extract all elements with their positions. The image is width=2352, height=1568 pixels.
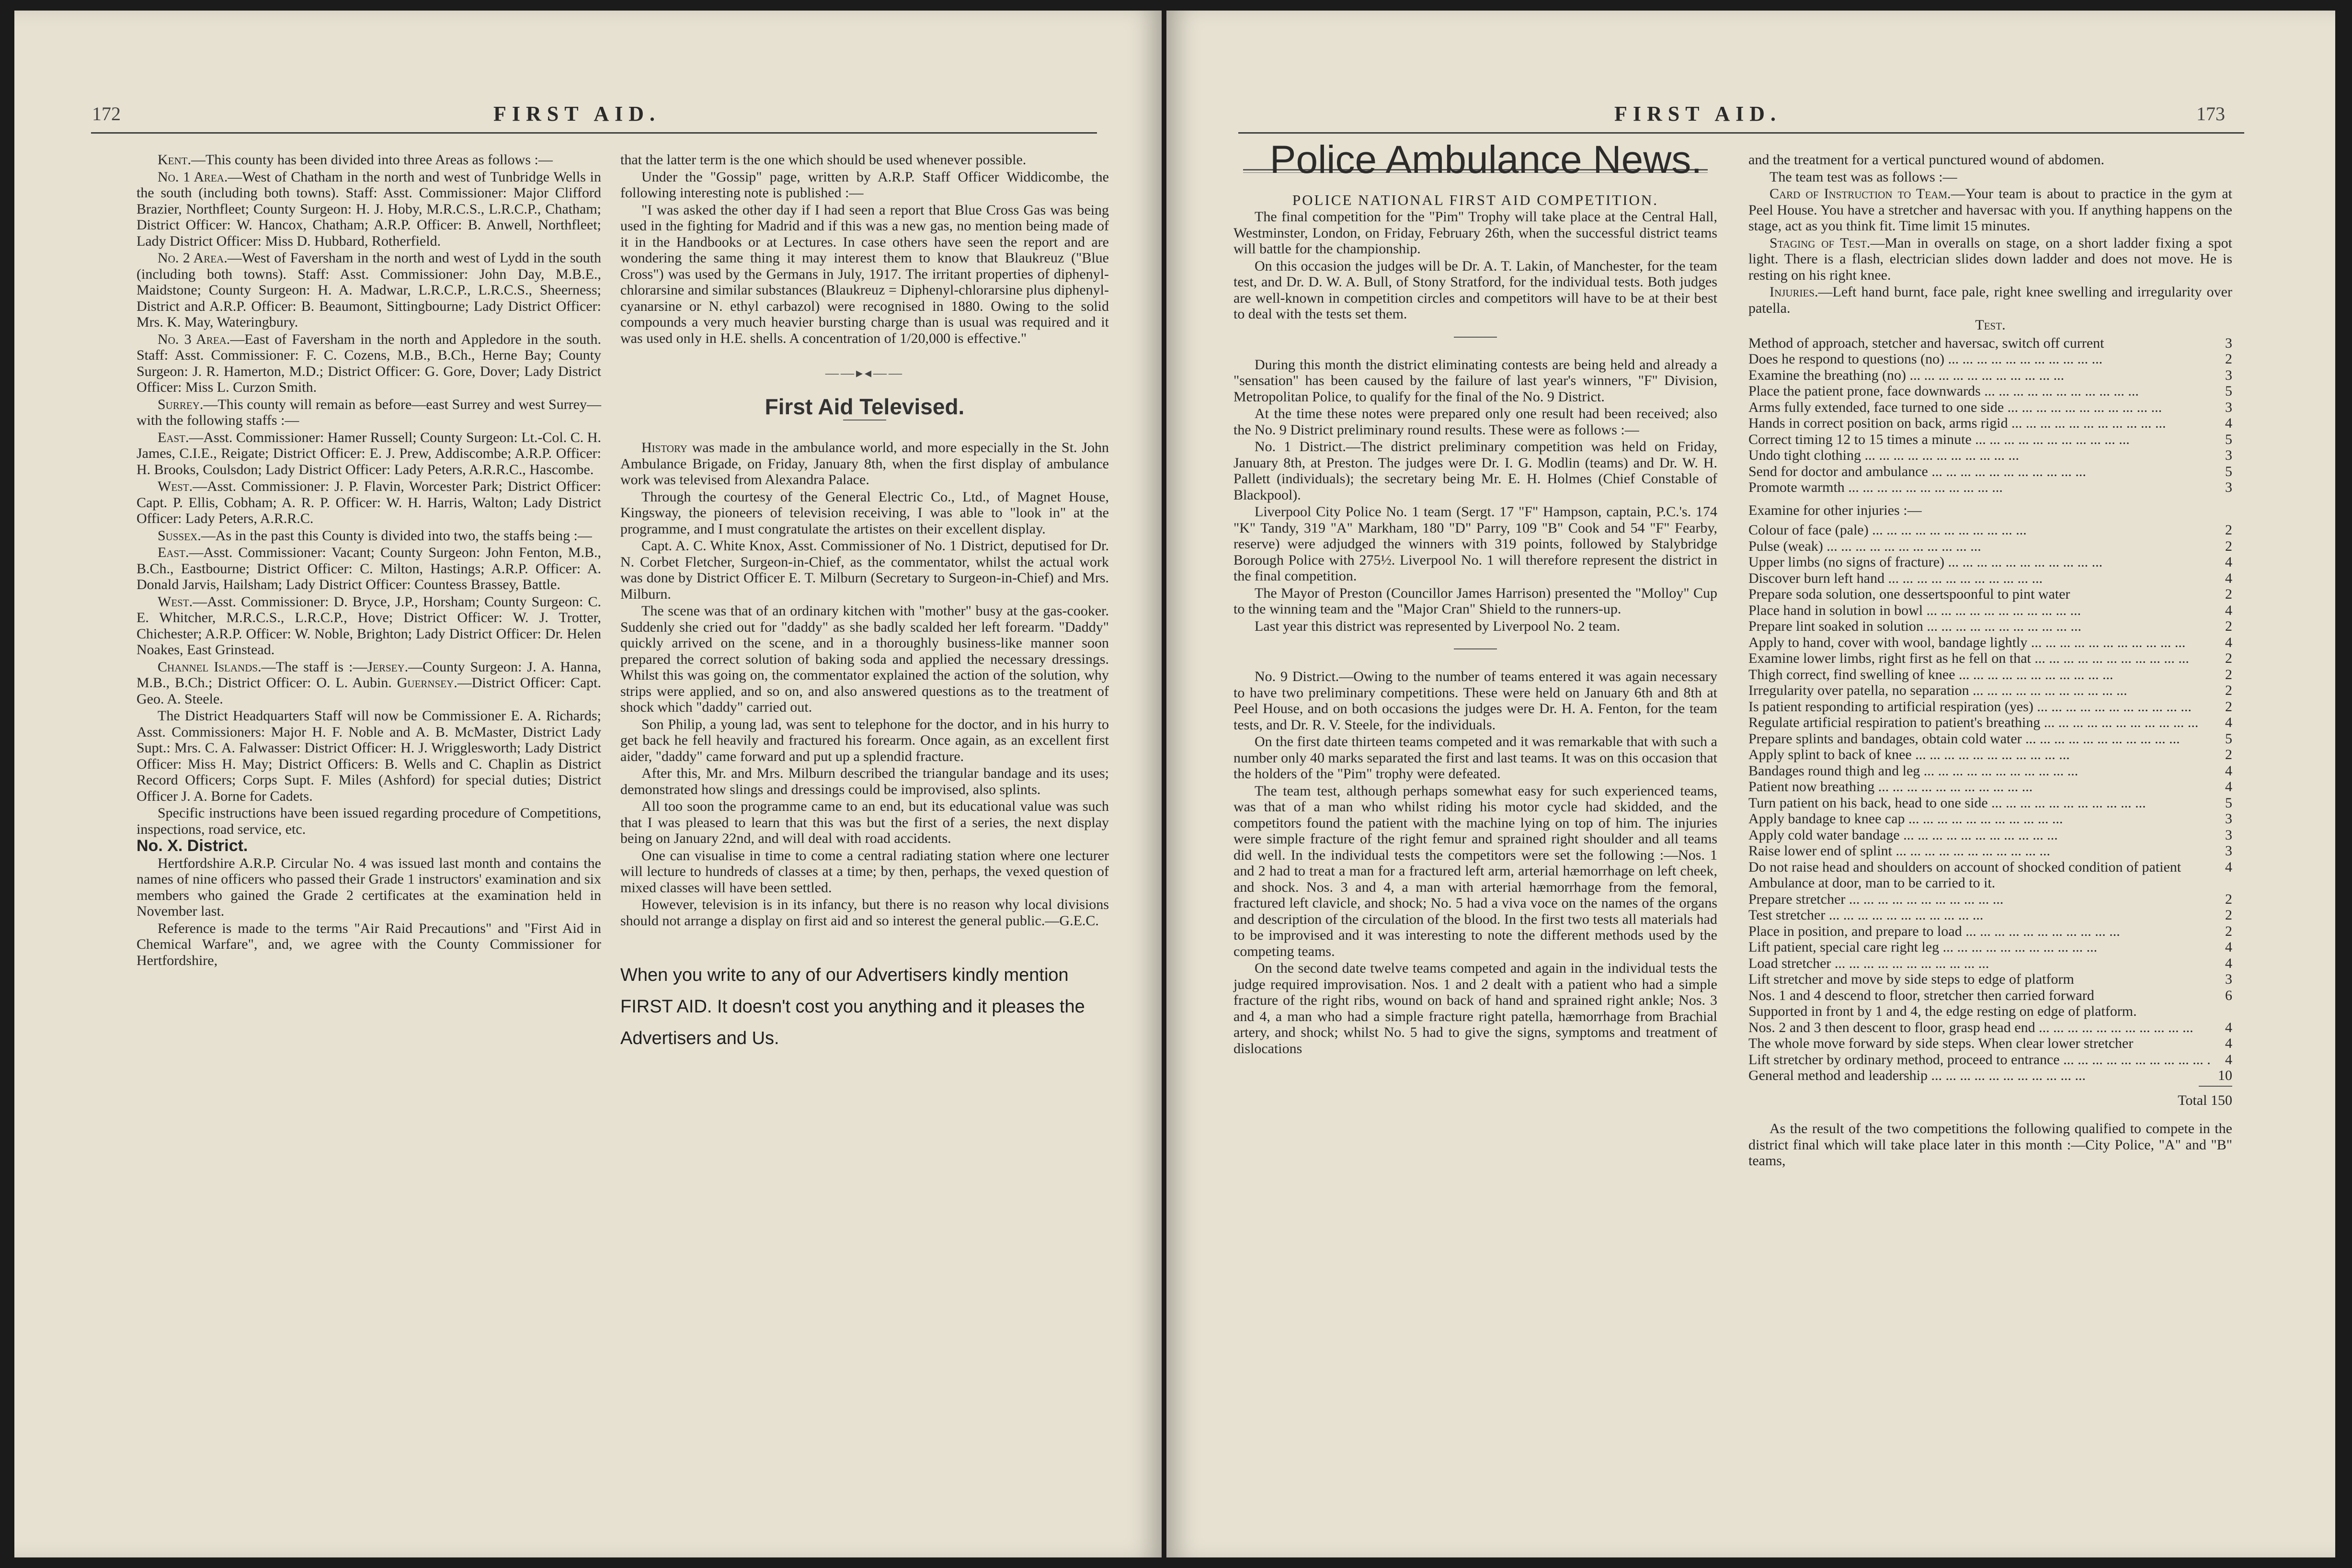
after-paragraph: After this, Mr. and Mrs. Milburn described the triangular bandage and its uses; demonstrated how slings and dressings could be improvised, also splints. — [620, 765, 1109, 797]
test-item — [1748, 1035, 2232, 1052]
test-item-points: 2 — [2225, 351, 2232, 367]
test-item-label: Upper limbs (no signs of fracture) ... — [1748, 554, 2211, 570]
test-item — [1748, 715, 2232, 731]
test-item — [1748, 682, 2232, 699]
test-item-label: Supported in front by 1 and 4, the edge resting on edge of platform. — [1748, 1003, 2137, 1019]
onecan-paragraph: One can visualise in time to come a central radiating station where one lecturer will lecture to hundreds of classes at a time; by then, perhaps, the vexed question of mixed classes will have been settled. — [620, 847, 1109, 896]
test-item — [1748, 795, 2232, 811]
liverpool-paragraph: Liverpool City Police No. 1 team (Sergt. 17 "F" Hampson, captain, P.C.'s. 174 "K" Tandy, 319 "A" Markham, 180 "D" Parry, 109 "B" Cook and 54 "F" Fearby, reserve) were adjudged the winners with 319 points, followed by Stalybridge Borough Police with 275½. Liverpool No. 1 will therefore represent the district in the final competition. — [1233, 504, 1717, 584]
card-lead: Card of Instruction to Team. — [1770, 186, 1951, 202]
test-item-points: 2 — [2225, 698, 2232, 715]
injuries-lead: Injuries. — [1770, 284, 1818, 300]
test-item-label: Prepare lint soaked in solution ... — [1748, 618, 2211, 635]
test-item-points: 3 — [2225, 367, 2232, 383]
continuation-right: and the treatment for a vertical punctured wound of abdomen. — [1748, 152, 2105, 168]
jersey-text: —County Surgeon: J. A. Hanna, M.B., B.Ch.; District Officer: O. L. Aubin. — [137, 659, 602, 691]
gossip-paragraph: Under the "Gossip" page, written by A.R.P. Staff Officer Widdicombe, the following interesting note is published :— — [620, 169, 1109, 201]
test-item-points: 2 — [2225, 522, 2232, 538]
test-item-points: 2 — [2225, 666, 2232, 682]
during-paragraph: During this month the district eliminating contests are being held and already a "sensation" has been caused by the failure of last year's winners, "F" Division, Metropolitan Police, to qualify for the final of the No. 9 District. — [1233, 356, 1717, 405]
test-item — [1748, 447, 2232, 464]
test-item-label: Apply splint to back of knee ... — [1748, 747, 2211, 763]
test-item-label: Promote warmth ... — [1748, 479, 2211, 496]
mayor-paragraph: The Mayor of Preston (Councillor James Harrison) presented the "Molloy" Cup to the winning team and the "Major Cran" Shield to the runners-up. — [1233, 585, 1717, 617]
test-item-label: Examine lower limbs, right first as he fell on that ... — [1748, 650, 2211, 667]
masthead: Police Ambulance News. — [1269, 138, 1702, 182]
test-item-label: Arms fully extended, face turned to one side ... — [1748, 399, 2211, 416]
district-heading: No. X. District. — [137, 837, 248, 855]
channel-lead: Channel Islands. — [158, 659, 262, 675]
kent-lead: Kent. — [158, 152, 191, 168]
test-item-label: Irregularity over patella, no separation ... — [1748, 682, 2211, 699]
test-item-label: Hands in correct position on back, arms rigid ... — [1748, 415, 2211, 432]
test-item-label: Bandages round thigh and leg ... — [1748, 763, 2211, 779]
no9-paragraph: No. 9 District.—Owing to the number of teams entered it was again necessary to have two preliminary competitions. These were held on January 6th and 8th at Peel House, and on both occasions the judges were Dr. H. A. Fenton, for the team tests, and Dr. R. V. Steele, for the individuals. — [1233, 669, 1717, 733]
test-item-points: 4 — [2225, 634, 2232, 650]
no1-paragraph: No. 1 District.—The district preliminary competition was held on Friday, January 8th, at Preston. The judges were Dr. I. G. Modlin (teams) and Dr. W. H. Pallett (individuals); the secretary being Mr. E. H. Holmes (Chief Constable of Blackpool). — [1233, 439, 1717, 503]
scene-paragraph: The scene was that of an ordinary kitchen with "mother" busy at the gas-cooker. Suddenly she cried out for "daddy" as she badly scalded her left forearm. "Daddy" quickly arrived on the scene, and in a thoroughly business-like manner soon prepared the correct solution of baking soda and applied the necessary dressings. Whilst this was going on, the commentator explained the action of the solution, why strips were applied, and so on, and also answered questions as to the treatment of shock which "daddy" carried out. — [620, 603, 1109, 715]
test-item — [1748, 570, 2232, 587]
team-test-intro: The team test was as follows :— — [1770, 169, 1957, 185]
test-item — [1748, 618, 2232, 635]
staging-lead: Staging of Test. — [1770, 235, 1871, 251]
judges-paragraph: On this occasion the judges will be Dr. A. T. Lakin, of Manchester, for the team test, and Dr. D. W. A. Bull, of Stony Stratford, for the individual tests. Both judges are well-known in competition circles and competitors will have to be at their best to deal with the tests set them. — [1233, 258, 1717, 322]
test-item-label: Load stretcher ... — [1748, 955, 2211, 972]
test-item-points: 4 — [2225, 1035, 2232, 1051]
test-list-2 — [1748, 522, 2232, 1084]
test-item-label: Correct timing 12 to 15 times a minute ... — [1748, 432, 2211, 448]
test-item — [1748, 779, 2232, 795]
test-item-points: 4 — [2225, 955, 2232, 971]
test-item-points: 4 — [2225, 859, 2232, 875]
test-item — [1748, 731, 2232, 747]
test-item-label: Ambulance at door, man to be carried to it. — [1748, 875, 1996, 891]
lastyear-paragraph: Last year this district was represented by Liverpool No. 2 team. — [1255, 618, 1621, 634]
televised-title: First Aid Televised. — [765, 394, 965, 419]
test-item — [1748, 464, 2232, 480]
jersey-lead: Jersey. — [367, 659, 409, 675]
history-text: was made in the ambulance world, and more especially in the St. John Ambulance Brigade, on Friday, January 8th, when the first display of ambulance work was televised from Alexandra Palace. — [620, 440, 1109, 488]
test-item — [1748, 554, 2232, 570]
test-item-points: 3 — [2225, 335, 2232, 351]
left-column-2 — [620, 152, 1109, 1054]
test-item — [1748, 351, 2232, 367]
test-item — [1748, 971, 2232, 988]
divider-1 — [1454, 337, 1497, 338]
test-item-points: 4 — [2225, 762, 2232, 779]
surrey-west-text: —Asst. Commissioner: J. P. Flavin, Worcester Park; District Officer: Capt. P. Ellis, Cobham; A. R. P. Officer: W. H. Harris, Walton; Lady District Officer: Lady Peters, A.R.R.C. — [137, 478, 601, 526]
test-item — [1748, 747, 2232, 763]
guernsey-lead: Guernsey. — [397, 675, 457, 691]
test-item-label: Is patient responding to artificial respiration (yes) ... — [1748, 699, 2211, 715]
test-item-points: 4 — [2225, 415, 2232, 431]
test-item — [1748, 875, 2232, 891]
test-item-points: 2 — [2225, 682, 2232, 698]
sussex-lead: Sussex. — [158, 527, 201, 544]
test-item-points: 3 — [2225, 479, 2232, 495]
kent-intro: —This county has been divided into three Areas as follows :— — [191, 152, 553, 168]
capt-paragraph: Capt. A. C. White Knox, Asst. Commissioner of No. 1 District, deputised for Dr. N. Corbet Fletcher, Surgeon-in-Chief, as the commentator, whilst the actual work was done by District Officer E. T. Milburn (Secretary to Surgeon-in-Chief) and Mrs. Milburn. — [620, 538, 1109, 602]
area3-text: —East of Faversham in the north and Appledore in the south. Staff: Asst. Commissioner: F. C. Cozens, M.B., B.Ch., Herne Bay; County Surgeon: J. R. Hamerton, M.D.; District Officer: G. Gore, Dover; Lady District Officer: Miss L. Curzon Smith. — [137, 331, 602, 395]
test-item-points: 2 — [2225, 586, 2232, 602]
test-item-points: 2 — [2225, 747, 2232, 762]
staging-text: —Man in overalls on stage, on a short ladder fixing a spot light. There is a flash, electrician slides down ladder and does not move. He is resting on his right knee. — [1748, 235, 2232, 283]
through-paragraph: Through the courtesy of the General Electric Co., Ltd., of Magnet House, Kingsway, the pioneers of television receiving, I was able to "look in" at the programme, and I must congratulate the artistes on their excellent display. — [620, 489, 1109, 537]
test-item-label: Patient now breathing ... — [1748, 779, 2211, 795]
test-item-points: 3 — [2225, 399, 2232, 415]
test-item — [1748, 763, 2232, 779]
right-column-2 — [1748, 152, 2232, 1170]
advertiser-notice: When you write to any of our Advertisers kindly mention FIRST AID. It doesn't cost you anything and it pleases the Advertisers and Us. — [620, 965, 1085, 1048]
test-item-points: 4 — [2225, 554, 2232, 570]
header-rule-right — [1238, 132, 2244, 134]
test-list-1 — [1748, 335, 2232, 496]
test-item-points: 2 — [2225, 618, 2232, 634]
test-item-label: Place in position, and prepare to load ... — [1748, 923, 2211, 940]
surrey-east-text: —Asst. Commissioner: Hamer Russell; County Surgeon: Lt.-Col. C. H. James, C.I.E., Reigate; District Officer: E. J. Prew, Addiscombe; A.R.P. Officer: H. Brooks, Coulsdon; Lady District Officer: Lady Peters, A.R.R.C., Hascombe. — [137, 429, 601, 477]
test-item-points: 3 — [2225, 971, 2232, 987]
test-item-points: 4 — [2225, 602, 2232, 618]
left-page — [14, 11, 1162, 1557]
test-item — [1748, 811, 2232, 827]
firstdate-paragraph: On the first date thirteen teams competed and it was remarkable that with such a number only 40 marks separated the first and last teams. It was on this occasion that the holders of the "Pim" trophy were defeated. — [1233, 734, 1717, 782]
test-item — [1748, 399, 2232, 416]
test-item — [1748, 988, 2232, 1004]
surrey-west-lead: West. — [158, 478, 193, 494]
test-item-label: Raise lower end of splint ... — [1748, 843, 2211, 859]
test-item-label: Place hand in solution in bowl ... — [1748, 602, 2211, 619]
test-item-points: 4 — [2225, 570, 2232, 586]
running-head-right: FIRST AID. — [1614, 102, 1782, 125]
test-item-label: Examine the breathing (no) ... — [1748, 367, 2211, 384]
sussex-east-text: —Asst. Commissioner: Vacant; County Surgeon: John Fenton, M.B., B.Ch., Eastbourne; District Officer: C. Milton, Hastings; A.R.P. Officer: A. Donald Jarvis, Hailsham; Lady District Officer: Countess Brassey, Battle. — [137, 545, 601, 592]
test-item-label: Discover burn left hand ... — [1748, 570, 2211, 587]
test-item-points: 3 — [2225, 811, 2232, 827]
test-item-label: The whole move forward by side steps. When clear lower stretcher — [1748, 1035, 2134, 1051]
test-item-points: 5 — [2225, 795, 2232, 811]
test-item-points: 6 — [2225, 987, 2232, 1003]
surrey-text: —This county will remain as before—east Surrey and west Surrey—with the following staffs :— — [137, 396, 601, 428]
second-paragraph: On the second date twelve teams competed and again in the individual tests the judge required improvisation. Nos. 1 and 2 dealt with a patient who had a simple fracture of the right ribs, wound on back of hand and sprained right ankle; Nos. 3 and 4, a man who had a simple fracture right patella, hæmorrhage from Brachial artery, and shock; whilst No. 5 had to give the signs, symptoms and treatment of dislocations — [1233, 960, 1717, 1057]
atthetime-paragraph: At the time these notes were prepared only one result had been received; also the No. 9 District preliminary round results. These were as follows :— — [1233, 406, 1717, 438]
test-item-label: Lift stretcher by ordinary method, proceed to entrance ... — [1748, 1052, 2211, 1068]
test-item-label: Nos. 1 and 4 descend to floor, stretcher then carried forward — [1748, 987, 2094, 1003]
test-item-points: 4 — [2225, 779, 2232, 795]
sussex-west-text: —Asst. Commissioner: D. Bryce, J.P., Horsham; County Surgeon: C. E. Whitcher, M.R.C.S., L.R.C.P., Hove; District Officer: W. J. Trotter, Chichester; A.R.P. Officer: W. Noble, Brighton; Lady District Officer: Dr. Helen Noakes, East Grinstead. — [137, 593, 601, 658]
result-paragraph: As the result of the two competitions the following qualified to compete in the district final which will take place later in this month :—City Police, "A" and "B" teams, — [1748, 1121, 2232, 1169]
test-item — [1748, 383, 2232, 399]
alltoo-paragraph: All too soon the programme came to an end, but its educational value was such that I was pleased to learn that this was but the first of a series, the next display being on January 22nd, and will deal with road accidents. — [620, 798, 1109, 846]
history-lead: History — [641, 440, 687, 455]
test-item — [1748, 827, 2232, 843]
test-item-label: Undo tight clothing ... — [1748, 447, 2211, 464]
test-item — [1748, 635, 2232, 651]
test-item-label: Test stretcher ... — [1748, 907, 2211, 923]
area2-text: —West of Faversham in the north and west of Lydd in the south (including both towns). Staff: Asst. Commissioner: John Day, M.B.E., Maidstone; County Surgeon: H. A. Madwar, L.R.C.P., L.R.C.S., Sheerness; District and A.R.P. Officer: B. Beaumont, Sittingbourne; Lady District Officer: Mrs. K. May, Wateringbury. — [137, 250, 601, 330]
reference-paragraph: Reference is made to the terms "Air Raid Precautions" and "First Aid in Chemical Warfare", and, we agree with the County Commissioner for Hertfordshire, — [137, 920, 601, 968]
test-item-points: 5 — [2225, 730, 2232, 747]
total-row: Total 150 — [2178, 1092, 2232, 1108]
test-title: Test. — [1975, 317, 2006, 333]
test-item-points: 10 — [2218, 1068, 2232, 1083]
test-item — [1748, 1068, 2232, 1084]
channel-text: —The staff is :— — [261, 659, 367, 675]
test-item-label: Prepare stretcher ... — [1748, 891, 2211, 908]
test-item — [1748, 843, 2232, 859]
total-rule — [2199, 1086, 2232, 1087]
test-item — [1748, 859, 2232, 875]
test-item-points: 5 — [2225, 431, 2232, 447]
guernsey-text: —District Officer: Capt. Geo. A. Steele. — [137, 675, 601, 707]
card-text: —Your team is about to practice in the gym at Peel House. You have a stretcher and haversac with you. If anything happens on the stage, act as you think fit. Time limit 15 minutes. — [1748, 186, 2233, 234]
test-item — [1748, 479, 2232, 496]
area2-lead: No. 2 Area. — [158, 250, 228, 266]
teamtest-paragraph: The team test, although perhaps somewhat easy for such experienced teams, was that of a man who whilst riding his motor cycle had skidded, and the competitors found the patient with the machine lying on top of him. The injuries were simple fracture of the right femur and sprained right shoulder and all teams did well. In the individual tests the competitors were set the following :—Nos. 1 and 2 had to treat a man for a fractured left arm, arterial hæmorrhage on left cheek, and shock. Nos. 3 and 4, a man with arterial hæmorrhage from the femoral, fractured left clavicle, and shock; No. 5 had a viva voce on the names of the organs and description of the circulation of the blood. In the first two tests all materials had to be improvised and it was interesting to note the different methods used by the competing teams. — [1233, 783, 1717, 959]
divider-2 — [1454, 648, 1497, 649]
test-item — [1748, 415, 2232, 432]
competition-subhead: POLICE NATIONAL FIRST AID COMPETITION. — [1292, 191, 1659, 208]
test-item — [1748, 1003, 2232, 1020]
test-item-label: Method of approach, stetcher and haversac, switch off current — [1748, 335, 2104, 351]
test-item-label: Do not raise head and shoulders on account of shocked condition of patient — [1748, 859, 2181, 875]
test-item-points: 4 — [2225, 1019, 2232, 1035]
test-item — [1748, 586, 2232, 602]
hq-paragraph: The District Headquarters Staff will now be Commissioner E. A. Richards; Asst. Commissioners: Major H. F. Noble and A. B. McMaster, District Lady Supt.: Mrs. C. A. Falwasser: District Officer: H. J. Wrigglesworth; Lady District Officer: Miss H. May; District Officers: B. Wells and C. Chaplin as District Record Officers; Corps Supt. F. Miles (Ashford) for special duties; District Officer J. A. Borne for Cadets. — [137, 708, 601, 804]
test-item-label: Pulse (weak) ... — [1748, 538, 2211, 555]
however-paragraph: However, television is in its infancy, but there is no reason why local divisions should not arrange a display on first aid and so interest the general public.—G.E.C. — [620, 897, 1109, 929]
test-item-points: 4 — [2225, 715, 2232, 730]
test-item — [1748, 939, 2232, 955]
test-item-label: Place the patient prone, face downwards ... — [1748, 383, 2211, 399]
test-item-label: Thigh correct, find swelling of knee ... — [1748, 667, 2211, 683]
test-item-points: 2 — [2225, 538, 2232, 554]
test-item — [1748, 955, 2232, 972]
test-item — [1748, 1052, 2232, 1068]
test-item-label: Apply cold water bandage ... — [1748, 827, 2211, 843]
test-item — [1748, 1020, 2232, 1036]
test-item-label: Send for doctor and ambulance ... — [1748, 464, 2211, 480]
test-item-points: 3 — [2225, 827, 2232, 843]
specific-paragraph: Specific instructions have been issued regarding procedure of Competitions, inspections, road service, etc. — [137, 805, 601, 837]
test-item-points: 4 — [2225, 1051, 2232, 1068]
area1-lead: No. 1 Area. — [158, 169, 228, 185]
test-item-points: 2 — [2225, 923, 2232, 939]
test-item-points: 2 — [2225, 907, 2232, 923]
area3-lead: No. 3 Area. — [158, 331, 230, 347]
test-item — [1748, 522, 2232, 538]
test-item — [1748, 335, 2232, 352]
test-item-label: Prepare soda solution, one dessertspoonful to pint water — [1748, 586, 2070, 602]
test-item — [1748, 367, 2232, 384]
test-item-label: Regulate artificial respiration to patient's breathing ... — [1748, 715, 2211, 731]
running-head-left: FIRST AID. — [493, 102, 661, 125]
test-item-label: Lift stretcher and move by side steps to edge of platform — [1748, 971, 2074, 987]
test-item-points: 4 — [2225, 939, 2232, 955]
test-item-label: Lift patient, special care right leg ... — [1748, 939, 2211, 955]
son-paragraph: Son Philip, a young lad, was sent to telephone for the doctor, and in his hurry to get back he fell heavily and fractured his forearm. Once again, as an excellent first aider, "daddy" came forward and put up a splendid fracture. — [620, 716, 1109, 764]
examine-heading: Examine for other injuries :— — [1748, 502, 1922, 518]
test-item-points: 5 — [2225, 383, 2232, 399]
surrey-lead: Surrey. — [158, 396, 204, 412]
test-item-points: 3 — [2225, 843, 2232, 859]
quote-paragraph: "I was asked the other day if I had seen a report that Blue Cross Gas was being used in the fighting for Madrid and if this was a new gas, no mention being made of it in the Handbooks or at Lectures. In case others have seen the report and are wondering the same thing it may interest them to know that Blaukreuz ("Blue Cross") was used by the Germans in July, 1917. The irritant properties of diphenyl-chlorarsine and similar substances (Blaukreuz = Diphenyl-chlorarsine plus diphenyl-cyanarsine or N. ethyl carbazol) were recognised in 1880. Owing to the solid compounds a very much heavier bursting charge than is usual was required and it was used only in H.E. shells. A concentration of 1/20,000 is effective." — [620, 202, 1109, 346]
test-item-label: Colour of face (pale) ... — [1748, 522, 2211, 538]
test-item-label: General method and leadership ... — [1748, 1068, 2211, 1084]
test-item — [1748, 699, 2232, 715]
test-item — [1748, 923, 2232, 940]
page-number-left: 172 — [92, 103, 121, 125]
sussex-text: —As in the past this County is divided into two, the staffs being :— — [201, 527, 592, 544]
continuation-paragraph: that the latter term is the one which should be used whenever possible. — [620, 152, 1027, 168]
test-item — [1748, 891, 2232, 908]
test-item-points: 2 — [2225, 650, 2232, 666]
herts-paragraph: Hertfordshire A.R.P. Circular No. 4 was issued last month and contains the names of nine officers who passed their Grade 1 instructors' examination and six members who gained the Grade 2 certificates at the examination held in November last. — [137, 855, 601, 919]
right-column-1 — [1233, 138, 1717, 1057]
test-item — [1748, 650, 2232, 667]
test-item-label: Apply bandage to knee cap ... — [1748, 811, 2211, 827]
left-column-1 — [137, 152, 601, 969]
test-item — [1748, 667, 2232, 683]
ornament-divider: ——▸◂—— — [825, 366, 904, 381]
sussex-east-lead: East. — [158, 545, 189, 560]
injuries-text: —Left hand burnt, face pale, right knee swelling and irregularity over patella. — [1748, 284, 2232, 316]
test-item-label: Prepare splints and bandages, obtain cold water ... — [1748, 731, 2211, 747]
test-item-label: Apply to hand, cover with wool, bandage lightly ... — [1748, 635, 2211, 651]
test-item-points: 5 — [2225, 463, 2232, 479]
test-item — [1748, 907, 2232, 923]
test-item — [1748, 432, 2232, 448]
header-rule-left — [91, 132, 1097, 134]
area1-text: —West of Chatham in the north and west of Tunbridge Wells in the south (including both towns). Staff: Asst. Commissioner: Major Clifford Brazier, Northfleet; County Surgeon: H. J. Hoby, M.R.C.S., L.R.C.P., Chatham; District Officer: W. Hancox, Chatham; A.R.P. Officer: B. Anwell, Northfleet; Lady District Officer: Miss D. Hubbard, Rotherfield. — [137, 169, 601, 249]
test-item-points: 3 — [2225, 447, 2232, 463]
test-item-label: Turn patient on his back, head to one side ... — [1748, 795, 2211, 811]
test-item-label: Does he respond to questions (no) ... — [1748, 351, 2211, 367]
test-item — [1748, 602, 2232, 619]
sussex-west-lead: West. — [158, 593, 193, 610]
final-paragraph: The final competition for the "Pim" Trophy will take place at the Central Hall, Westminster, London, on Friday, February 26th, when the successful district teams will battle for the championship. — [1233, 209, 1717, 257]
test-item-label: Nos. 2 and 3 then descent to floor, grasp head end ... — [1748, 1020, 2211, 1036]
test-item — [1748, 538, 2232, 555]
right-page — [1166, 11, 2335, 1557]
page-number-right: 173 — [2196, 103, 2225, 125]
test-item-points: 2 — [2225, 891, 2232, 907]
surrey-east-lead: East. — [158, 429, 189, 445]
